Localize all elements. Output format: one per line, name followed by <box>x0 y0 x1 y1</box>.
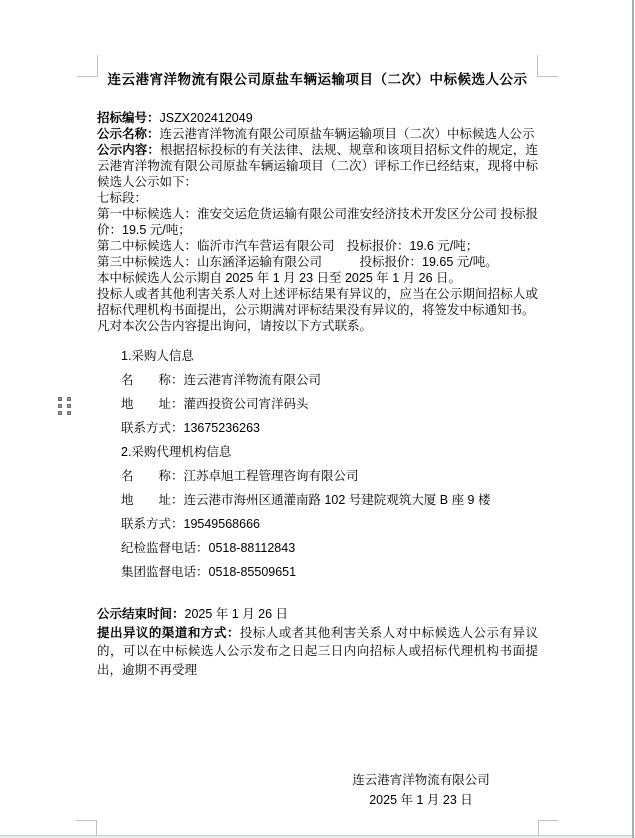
end-time-label: 公示结束时间： <box>97 607 185 621</box>
contact-line-agency-phone: 联系方式：19549568666 <box>121 517 260 531</box>
footer-block <box>97 605 538 679</box>
crop-mark-top-left <box>77 55 98 77</box>
contact-line-agency-name: 名 称：江苏卓旭工程管理咨询有限公司 <box>121 469 359 483</box>
crop-mark-top-right <box>537 55 558 77</box>
objection-channel-value: 投标人或者其他利害关系人对中标候选人公示有异议的，可以在中标候选人公示发布之日起三日内向招标人或招标代理机构书面提出，逾期不再受理 <box>97 625 538 677</box>
para-contact-intro: 凡对本次公告内容提出询问，请按以下方式联系。 <box>97 319 373 333</box>
crop-mark-bottom-right <box>538 820 558 836</box>
notice-name-label: 公示名称： <box>97 127 160 141</box>
contact-line-group-phone: 集团监督电话：0518-85509651 <box>121 565 297 579</box>
para-candidate-3: 第三中标候选人：山东涵泽运输有限公司 投标报价：19.65 元/吨。 <box>97 255 498 269</box>
tender-number-value: JSZX202412049 <box>159 111 253 125</box>
page-right-border <box>632 0 634 838</box>
para-notice-content <box>97 142 538 190</box>
para-objection-channel <box>97 624 538 680</box>
signature-company: 连云港宵洋物流有限公司 <box>352 773 490 787</box>
crop-mark-bottom-left <box>76 820 97 836</box>
contact-line-purchaser-name: 名 称：连云港宵洋物流有限公司 <box>121 373 322 387</box>
notice-name-value: 连云港宵洋物流有限公司原盐车辆运输项目（二次）中标候选人公示 <box>159 127 535 141</box>
contact-line-purchaser-heading: 1.采购人信息 <box>121 349 194 363</box>
para-publicity-period: 本中标候选人公示期自 2025 年 1 月 23 日至 2025 年 1 月 26 日。 <box>97 271 462 285</box>
anchor-dots-icon <box>58 397 71 415</box>
contact-line-agency-heading: 2.采购代理机构信息 <box>121 445 232 459</box>
objection-channel-label: 提出异议的渠道和方式： <box>97 625 240 640</box>
para-notice-name <box>97 126 538 142</box>
end-time-value: 2025 年 1 月 26 日 <box>184 607 289 621</box>
contact-line-purchaser-phone: 联系方式：13675236263 <box>121 421 260 435</box>
body-block <box>97 110 538 334</box>
contact-line-discipline-phone: 纪检监督电话：0518-88112843 <box>121 541 296 555</box>
signature-block <box>315 770 527 810</box>
para-section: 七标段： <box>97 191 148 205</box>
para-tender-number <box>97 110 538 126</box>
contact-line-purchaser-address: 地 址：灌西投资公司宵洋码头 <box>121 397 309 411</box>
notice-content-value: 根据招标投标的有关法律、法规、规章和该项目招标文件的规定，连云港宵洋物流有限公司原盐车辆运输项目（二次）评标工作已经结束，现将中标候选人公示如下： <box>97 143 538 189</box>
signature-date: 2025 年 1 月 23 日 <box>369 793 473 807</box>
contact-line-agency-address: 地 址：连云港市海州区通灌南路 102 号建院观筑大厦 B 座 9 楼 <box>121 493 491 507</box>
para-end-time <box>97 605 538 624</box>
tender-number-label: 招标编号： <box>97 111 160 125</box>
notice-content-label: 公示内容： <box>97 143 161 157</box>
para-candidate-1: 第一中标候选人：淮安交运危货运输有限公司淮安经济技术开发区分公司 投标报价：19.5 元/吨； <box>97 207 538 237</box>
para-candidate-2: 第二中标候选人：临沂市汽车营运有限公司 投标报价：19.6 元/吨； <box>97 239 479 253</box>
para-objection-note: 投标人或者其他利害关系人对上述评标结果有异议的，应当在公示期间招标人或招标代理机构书面提出，公示期满对评标结果没有异议的，将签发中标通知书。 <box>97 287 538 317</box>
document-title: 连云港宵洋物流有限公司原盐车辆运输项目（二次）中标候选人公示 <box>107 72 528 87</box>
contact-block <box>121 348 538 588</box>
